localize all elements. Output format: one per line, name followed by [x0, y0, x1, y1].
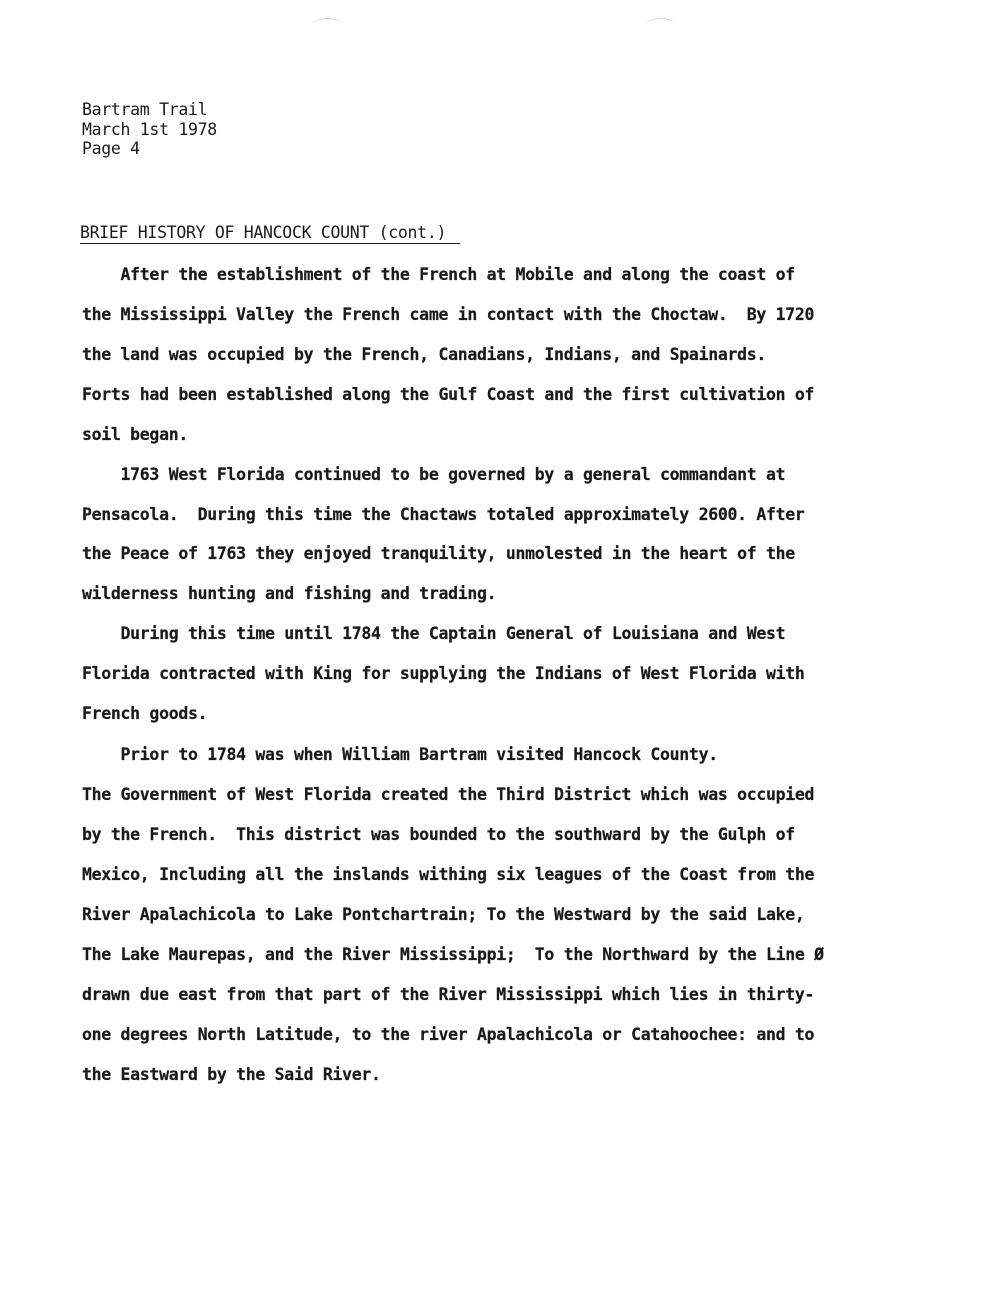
header-page-number: Page 4 [82, 139, 140, 158]
body-line: the Mississippi Valley the French came in contact with the Choctaw. By 1720 [82, 305, 815, 324]
body-line: the Peace of 1763 they enjoyed tranquility, unmolested in the heart of the [82, 544, 795, 563]
body-line: After the establishment of the French at Mobile and along the coast of [82, 265, 795, 284]
body-line: River Apalachicola to Lake Pontchartrain; To the Westward by the said Lake, [82, 905, 805, 924]
body-line: Florida contracted with King for supplying the Indians of West Florida with [82, 664, 805, 683]
heading-underline [80, 243, 460, 244]
body-line: Pensacola. During this time the Chactaws totaled approximately 2600. After [82, 505, 805, 524]
body-line: the land was occupied by the French, Canadians, Indians, and Spainards. [82, 345, 767, 364]
body-line: Mexico, Including all the inslands withing six leagues of the Coast from the [82, 865, 815, 884]
punch-hole-mark [312, 18, 342, 33]
body-line: the Eastward by the Said River. [82, 1065, 381, 1084]
body-line: During this time until 1784 the Captain General of Louisiana and West [82, 624, 786, 643]
body-line: one degrees North Latitude, to the river Apalachicola or Catahoochee: and to [82, 1025, 815, 1044]
body-line: by the French. This district was bounded to the southward by the Gulph of [82, 825, 795, 844]
body-line: French goods. [82, 704, 208, 723]
body-line: The Government of West Florida created the Third District which was occupied [82, 785, 815, 804]
body-line: soil began. [82, 425, 188, 444]
body-line: The Lake Maurepas, and the River Mississippi; To the Northward by the Line Ø [82, 945, 824, 964]
body-line: Forts had been established along the Gulf Coast and the first cultivation of [82, 385, 815, 404]
punch-hole-mark [646, 18, 676, 33]
body-line: Prior to 1784 was when William Bartram visited Hancock County. [82, 745, 718, 764]
body-line: wilderness hunting and fishing and trading. [82, 584, 497, 603]
body-line: drawn due east from that part of the River Mississippi which lies in thirty- [82, 985, 815, 1004]
body-line: 1763 West Florida continued to be governed by a general commandant at [82, 465, 786, 484]
header-title: Bartram Trail [82, 100, 208, 119]
header-date: March 1st 1978 [82, 119, 217, 139]
section-heading: BRIEF HISTORY OF HANCOCK COUNT (cont.) [80, 223, 447, 242]
document-header [82, 100, 217, 159]
